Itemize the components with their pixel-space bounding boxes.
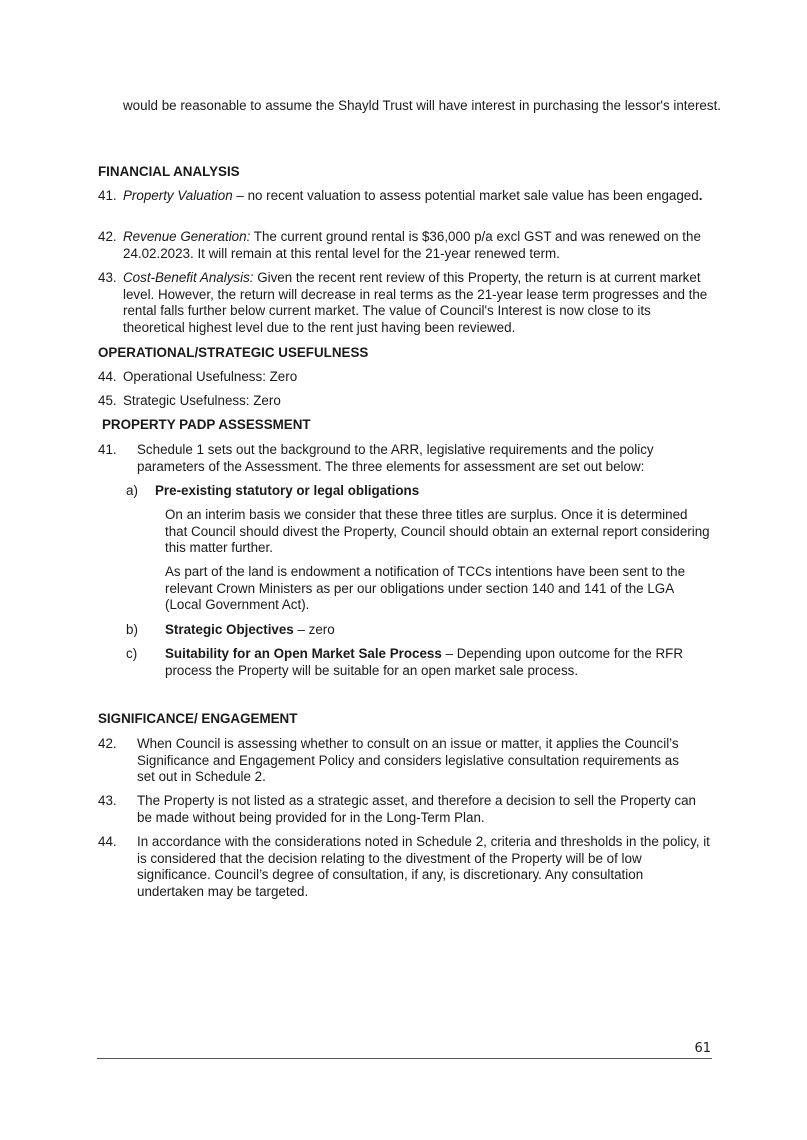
item-label: Property Valuation (123, 188, 233, 203)
operational-strategic-heading: OPERATIONAL/STRATEGIC USEFULNESS (98, 345, 369, 360)
open-market-sale-item (165, 646, 705, 679)
footer-rule (97, 1058, 712, 1059)
item-number: 44. (98, 369, 117, 384)
item-number: 44. (98, 834, 117, 849)
sub-item-title: Strategic Objectives (165, 622, 294, 637)
item-separator: – (232, 188, 248, 203)
pre-existing-obligations-title: Pre-existing statutory or legal obligations (155, 483, 420, 498)
item-end: . (698, 188, 703, 203)
item-number: 41. (98, 188, 117, 203)
significance-engagement-heading: SIGNIFICANCE/ ENGAGEMENT (98, 711, 298, 726)
strategic-usefulness-item: Strategic Usefulness: Zero (123, 393, 281, 408)
padp-assessment-heading: PROPERTY PADP ASSESSMENT (102, 417, 311, 432)
item-text: Given the recent rent review of this Property, the return is at current market level. However, the return will decrease in real terms as the 21-year lease term progresses and the rental falls further below current market. The value of Council's Interest is now close to its theoretical highest level due to the rent just having been reviewed. (123, 270, 708, 335)
item-text: The current ground rental is $36,000 p/a excl GST and was renewed on the 24.02.2023. It will remain at this rental level for the 21-year renewed term. (123, 229, 701, 261)
padp-intro-paragraph: Schedule 1 sets out the background to the ARR, legislative requirements and the policy parameters of the Assessment. The three elements for assessment are set out below: (137, 442, 654, 474)
financial-analysis-heading: FINANCIAL ANALYSIS (98, 164, 240, 179)
sub-item-title: Suitability for an Open Market Sale Process (165, 646, 442, 661)
item-number: 43. (98, 270, 117, 285)
item-label: Cost-Benefit Analysis: (123, 270, 254, 285)
item-text: no recent valuation to assess potential market sale value has been engaged (247, 188, 699, 203)
significance-item-43: The Property is not listed as a strategic asset, and therefore a decision to sell the Property can be made without being provided for in the Long-Term Plan. (137, 793, 696, 825)
sub-item-marker: a) (126, 483, 138, 498)
intro-paragraph: would be reasonable to assume the Shayld Trust will have interest in purchasing the lessor's interest. (123, 98, 722, 113)
operational-usefulness-item: Operational Usefulness: Zero (123, 369, 298, 384)
significance-item-42: When Council is assessing whether to consult on an issue or matter, it applies the Council’s Significance and Engagement Policy and considers legislative consultation requirements as set out in Schedule 2. (137, 736, 679, 784)
sub-item-text: – zero (293, 622, 335, 637)
item-number: 42. (98, 229, 117, 244)
revenue-generation-item (123, 229, 713, 262)
item-number: 43. (98, 793, 117, 808)
item-number: 42. (98, 736, 117, 751)
property-valuation-item (123, 188, 713, 205)
cost-benefit-item (123, 270, 715, 336)
page-number: 61 (694, 1041, 711, 1056)
sub-item-text: – Depending upon outcome for the RFR process the Property will be suitable for an open market sale process. (165, 646, 684, 678)
item-label: Revenue Generation: (123, 229, 251, 244)
item-number: 45. (98, 393, 117, 408)
obligations-paragraph-2: As part of the land is endowment a notification of TCCs intentions have been sent to the relevant Crown Ministers as per our obligations under section 140 and 141 of the LGA (Local Government Act). (165, 564, 686, 612)
significance-item-44: In accordance with the considerations noted in Schedule 2, criteria and thresholds in the policy, it is considered that the decision relating to the divestment of the Property will be of low significance. Council’s degree of consultation, if any, is discretionary. Any consultation undertaken may be targeted. (137, 834, 710, 899)
sub-item-marker: c) (126, 646, 138, 661)
sub-item-marker: b) (126, 622, 138, 637)
obligations-paragraph-1: On an interim basis we consider that these three titles are surplus. Once it is determined that Council should divest the Property, Council should obtain an external report considering this matter further. (165, 507, 710, 555)
item-number: 41. (98, 442, 117, 457)
strategic-objectives-item (165, 622, 335, 639)
